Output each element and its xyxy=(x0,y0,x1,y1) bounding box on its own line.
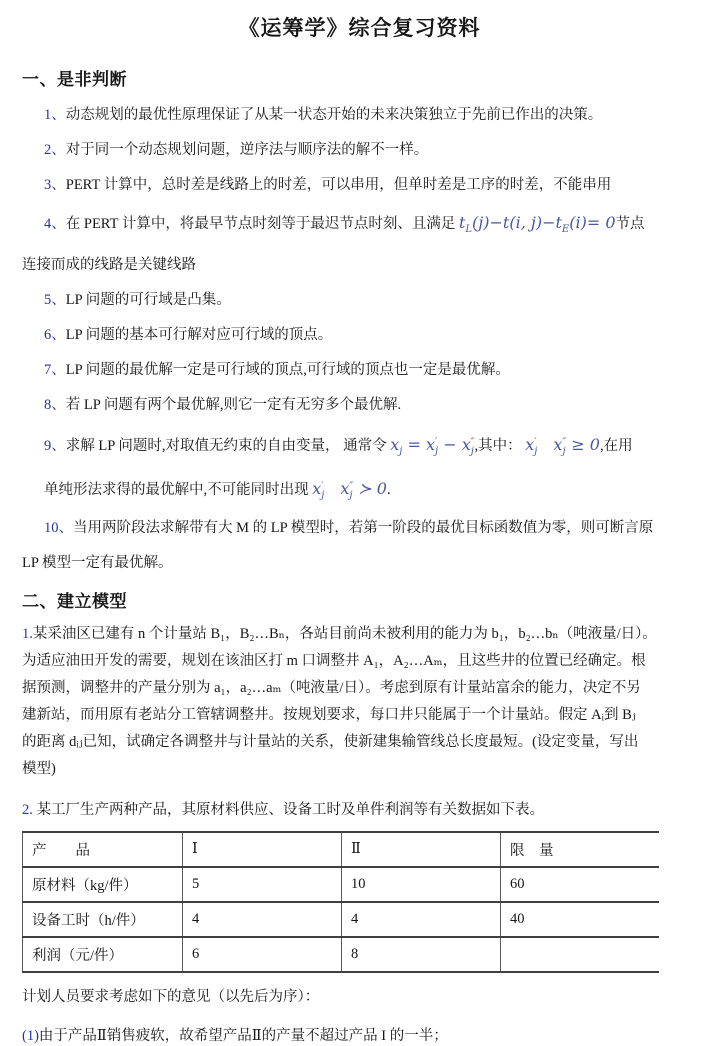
planner-note: 计划人员要求考虑如下的意见（以先后为序）： xyxy=(22,989,320,1006)
cell-value: 5 xyxy=(183,867,342,902)
nonnegative-condition: x ′ j x ″ j ≥ 0 xyxy=(525,435,600,458)
problem-number: 2. xyxy=(22,802,33,819)
condition-number: (1) xyxy=(22,1028,39,1045)
item-text: 在 PERT 计算中，将最早节点时刻等于最迟节点时刻、且满足 xyxy=(65,216,456,232)
paragraph-line: 的距离 dᵢⱼ已知，试确定各调整井与计量站的关系，使新建集输管线总长度最短。(设定变量，写出 xyxy=(22,734,639,751)
row-label: 利润（元/件） xyxy=(23,937,183,972)
paragraph-line: 模型) xyxy=(22,761,56,778)
cell-value: 8 xyxy=(342,937,501,972)
cell-value: 4 xyxy=(342,902,501,937)
item-10-continuation: LP 模型一定有最优解。 xyxy=(22,555,173,572)
item-7 xyxy=(44,360,697,380)
item-9-continuation: 单纯形法求得的最优解中,不可能同时出现 x ′ j x ″ j ≻ 0. xyxy=(44,479,391,502)
item-text-end: ,在用 xyxy=(599,438,633,455)
paragraph-line: 据预测，调整井的产量分别为 a₁，a₂…aₘ（吨液量/日）。考虑到原有计量站富余的能力，决定不另 xyxy=(22,680,641,697)
problem-2-paragraph: 2. 某工厂生产两种产品，其原材料供应、设备工时及单件利润等有关数据如下表。 xyxy=(22,802,544,819)
header-limit: 限 量 xyxy=(501,832,660,867)
cell-value xyxy=(501,937,660,972)
header-product-2: Ⅱ xyxy=(342,832,501,867)
item-6 xyxy=(44,325,697,345)
row-label: 设备工时（h/件） xyxy=(23,902,183,937)
item-5 xyxy=(44,290,697,310)
item-text: 当用两阶段法求解带有大 M 的 LP 模型时，若第一阶段的最优目标函数值为零，则可断言原 xyxy=(73,520,654,537)
item-text: 动态规划的最优性原理保证了从某一状态开始的未来决策独立于先前已作出的决策。 xyxy=(65,107,603,123)
item-8 xyxy=(44,395,697,415)
item-number: 1、 xyxy=(44,107,66,123)
item-1 xyxy=(44,105,697,125)
item-number: 9、 xyxy=(44,438,66,455)
product-data-table xyxy=(22,831,659,973)
item-text: 对于同一个动态规划问题，逆序法与顺序法的解不一样。 xyxy=(65,142,429,158)
table-row xyxy=(23,937,660,972)
item-number: 2、 xyxy=(44,142,66,158)
free-variable-equation: $x_j = x$ ′ j − x ″ j xyxy=(390,435,475,458)
paragraph-line: 1.某采油区已建有 n 个计量站 B₁，B₂…Bₙ，各站目前尚未被利用的能力为 b₁，b₂…bₙ（吨液量/日）。 xyxy=(22,626,657,643)
section2-heading: 二、建立模型 xyxy=(22,592,127,612)
table-row xyxy=(23,902,660,937)
item-number: 4、 xyxy=(44,216,66,232)
item-text: 求解 LP 问题时,对取值无约束的自由变量， 通常令 xyxy=(65,438,387,455)
paragraph-line: 为适应油田开发的需要，规划在该油区打 m 口调整井 A₁，A₂…Aₘ，且这些井的位置已经确定。根 xyxy=(22,653,646,670)
condition-1: (1)由于产品Ⅱ销售疲软，故希望产品Ⅱ的产量不超过产品 I 的一半； xyxy=(22,1028,448,1045)
item-text: LP 问题的基本可行解对应可行域的顶点。 xyxy=(65,327,333,344)
paragraph-line: 建新站，而用原有老站分工管辖调整井。按规划要求，每口井只能属于一个计量站。假定 Aᵢ到 Bⱼ xyxy=(22,707,636,724)
item-9 xyxy=(44,435,697,500)
item-2 xyxy=(44,140,697,160)
item-text-after: 节点 xyxy=(615,216,645,232)
item-text-mid: ,其中： xyxy=(474,438,522,455)
table-row xyxy=(23,867,660,902)
item-number: 7、 xyxy=(44,362,66,379)
item-number: 3、 xyxy=(44,177,66,193)
cell-value: 6 xyxy=(183,937,342,972)
header-product: 产 品 xyxy=(23,832,183,867)
section1-heading: 一、是非判断 xyxy=(22,70,127,89)
header-product-1: Ⅰ xyxy=(183,832,342,867)
table-header-row xyxy=(23,832,660,867)
item-number: 5、 xyxy=(44,292,66,309)
item-4-continuation: 连接而成的线路是关键线路 xyxy=(22,257,196,274)
positive-pair-condition: x ′ j x ″ j ≻ 0 xyxy=(312,479,387,502)
item-text: 若 LP 问题有两个最优解,则它一定有无穷多个最优解. xyxy=(65,397,402,414)
cell-value: 60 xyxy=(501,867,660,902)
page-title: 《运筹学》综合复习资料 xyxy=(238,16,481,40)
item-3 xyxy=(44,175,697,195)
problem-1-paragraph xyxy=(22,621,697,783)
pert-equation: $t_L(j)-t(i$, $j)-t_E(i)= 0$ xyxy=(458,213,616,236)
item-number: 8、 xyxy=(44,397,66,414)
item-number: 6、 xyxy=(44,327,66,344)
cell-value: 4 xyxy=(183,902,342,937)
item-text: LP 问题的最优解一定是可行域的顶点,可行域的顶点也一定是最优解。 xyxy=(65,362,510,379)
item-number: 10、 xyxy=(44,520,73,537)
item-10 xyxy=(44,518,697,538)
cell-value: 40 xyxy=(501,902,660,937)
problem-number: 1. xyxy=(22,626,33,643)
cell-value: 10 xyxy=(342,867,501,902)
item-text: LP 问题的可行域是凸集。 xyxy=(65,292,231,309)
item-4 xyxy=(44,213,697,240)
item-text: PERT 计算中，总时差是线路上的时差，可以串用，但单时差是工序的时差，不能串用 xyxy=(65,177,612,193)
row-label: 原材料（kg/件） xyxy=(23,867,183,902)
